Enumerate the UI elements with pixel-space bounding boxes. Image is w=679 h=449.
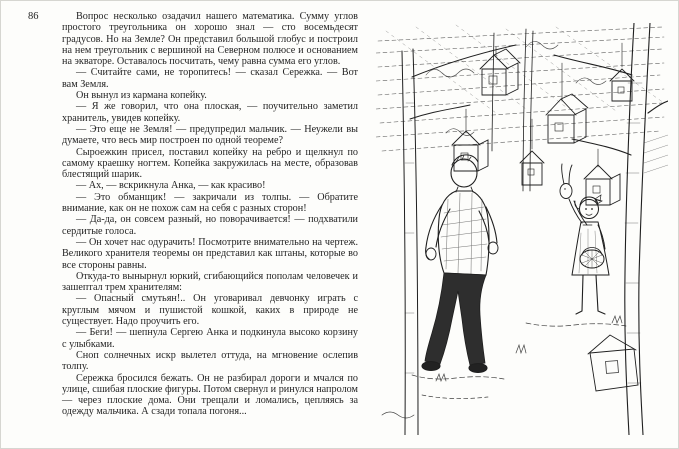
paragraph: — Ах, — вскрикнула Анка, — как красиво!: [76, 180, 266, 192]
girl-figure: [560, 164, 609, 314]
fallen-house: [588, 335, 638, 391]
paragraph: — Опасный смутьян!.. Он уговаривал девчонку играть с круглым мячом и пушистой кошкой, каких в природе не существует. Надо проучить его.: [62, 293, 358, 328]
paragraph: — Да-да, он совсем разный, но поворачивается! — подхватили сердитые голоса.: [62, 214, 358, 237]
paragraph: Сережка бросился бежать. Он не разбирал дороги и мчался по улице, сшибая плоские фигуры. Потом свернул и ринулся напролом — через плоские дома. Они трещали и ломались, цепляясь за одежду мальчика. А сзади топала погоня...: [62, 372, 358, 418]
paragraph: Вопрос несколько озадачил нашего математика. Сумму углов простого треугольника он хорошо знал — сто восемьдесят градусов. Но на Земле? Он представил большой глобус и построил на нем треугольник с вершиной на Северном полюсе и основанием на экваторе. Оставалось посчитать, чему равна сумма его углов.: [62, 11, 358, 68]
page-text: [62, 11, 358, 418]
side-hatch: [644, 135, 668, 173]
paragraph: — Беги! — шепнула Сергею Анка и подкинула высоко корзину с улыбками.: [62, 327, 358, 350]
paragraph: Сыроежкин присел, поставил копейку на ребро и щелкнул по самому краешку ногтем. Копейка закружилась на месте, образовав блестящий шарик.: [62, 146, 358, 181]
boy-figure: [422, 155, 498, 373]
leaf-scribbles: [426, 41, 606, 135]
toy-rabbit: [560, 164, 572, 199]
paragraph: — Это обманщик! — закричали из толпы. — Обратите внимание, как он не похож сам на себя с разных сторон!: [62, 191, 358, 215]
illustration-svg: [376, 23, 668, 435]
basket: [580, 248, 604, 269]
paragraph: — Считайте сами, не торопитесь! — сказал Сережка. — Вот вам Земля.: [62, 67, 358, 90]
page-number: 86: [28, 11, 39, 22]
hanging-houses: [452, 43, 634, 205]
paragraph: Откуда-то вынырнул юркий, сгибающийся пополам человечек и зашептал трем хранителям:: [62, 270, 358, 294]
foliage-hatch: [376, 27, 664, 151]
paragraph: Он вынул из кармана копейку.: [76, 90, 207, 102]
paragraph: — Я же говорил, что она плоская, — поучительно заметил хранитель, увидев копейку.: [62, 101, 358, 124]
paragraph: — Это еще не Земля! — предупредил мальчик. — Неужели вы думаете, что весь мир построен по одной теореме?: [62, 123, 358, 147]
paragraph: — Он хочет нас одурачить! Посмотрите внимательно на чертеж. Великого хранителя теоремы он представил как штаны, которые во все стороны равны.: [62, 236, 358, 271]
ground: [382, 316, 626, 418]
book-illustration: [376, 23, 668, 435]
paragraph: Сноп солнечных искр вылетел оттуда, на мгновение ослепив толпу.: [62, 349, 358, 373]
